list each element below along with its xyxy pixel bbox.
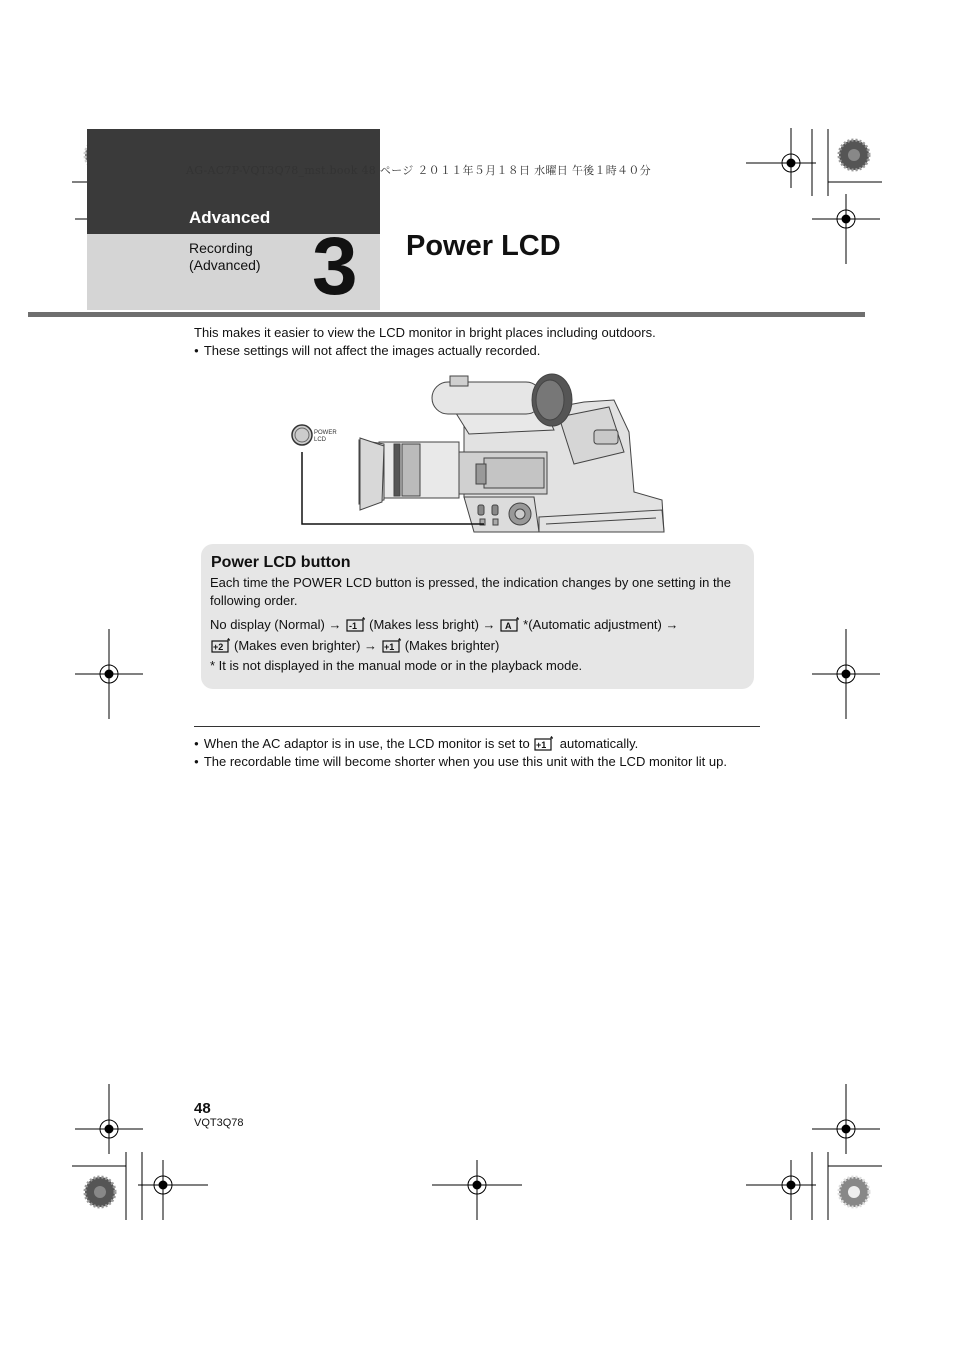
svg-text:*: * xyxy=(549,735,553,744)
notes xyxy=(194,735,774,771)
section-label: Advanced xyxy=(189,208,271,227)
svg-text:*: * xyxy=(362,616,366,625)
lcd-minus1-icon xyxy=(346,616,368,632)
lcd-plus1-icon xyxy=(382,637,404,653)
callout-description: Each time the POWER LCD button is pressed, the indication changes by one setting in the following order. xyxy=(210,575,732,608)
svg-text:+2: +2 xyxy=(213,642,224,652)
callout-title: Power LCD button xyxy=(211,554,351,571)
svg-text:+1: +1 xyxy=(535,740,546,750)
power-lcd-callout xyxy=(201,544,754,689)
svg-text:+1: +1 xyxy=(383,642,394,652)
svg-text:*: * xyxy=(227,637,231,646)
svg-text:-1: -1 xyxy=(349,621,358,631)
lcd-plus2-icon xyxy=(211,637,233,653)
svg-text:*: * xyxy=(516,616,520,625)
lcd-plus1-icon xyxy=(534,735,556,751)
model-code: VQT3Q78 xyxy=(194,1117,244,1129)
camcorder-illustration xyxy=(284,372,668,536)
callout-footnote: * It is not displayed in the manual mode or in the playback mode. xyxy=(210,658,583,673)
page-number: 48 xyxy=(194,1100,211,1117)
power-lcd-label: POWER xyxy=(314,430,337,436)
svg-text:*: * xyxy=(397,637,401,646)
intro-text xyxy=(194,324,794,360)
lcd-auto-icon xyxy=(500,616,522,632)
power-lcd-label-2: LCD xyxy=(314,437,327,443)
intro-bullet: ● These settings will not affect the images actually recorded. xyxy=(194,342,794,360)
note-item: ● When the AC adaptor is in use, the LCD monitor is set to +1 * automatically. xyxy=(194,735,774,753)
chapter-number: 3 xyxy=(312,221,358,312)
print-header: AG-AC7P-VQT3Q78_mst.book 48 ページ ２０１１年５月１８日 水曜日 午後１時４０分 xyxy=(186,164,651,177)
intro-line: This makes it easier to view the LCD monitor in bright places including outdoors. xyxy=(194,325,656,340)
svg-text:A: A xyxy=(505,621,512,631)
subsection-label: Recording (Advanced) xyxy=(189,240,261,273)
note-item: ● The recordable time will become shorter when you use this unit with the LCD monitor lit up. xyxy=(194,753,774,771)
notes-rule xyxy=(194,726,760,727)
title-rule xyxy=(28,312,865,317)
brightness-sequence: No display (Normal) → -1 * (Makes less bright) → A * *(Automatic adjustment) → +2 * (Makes even brighter) → +1 * (Makes brighter) xyxy=(210,616,679,653)
page-title: Power LCD xyxy=(406,230,561,262)
